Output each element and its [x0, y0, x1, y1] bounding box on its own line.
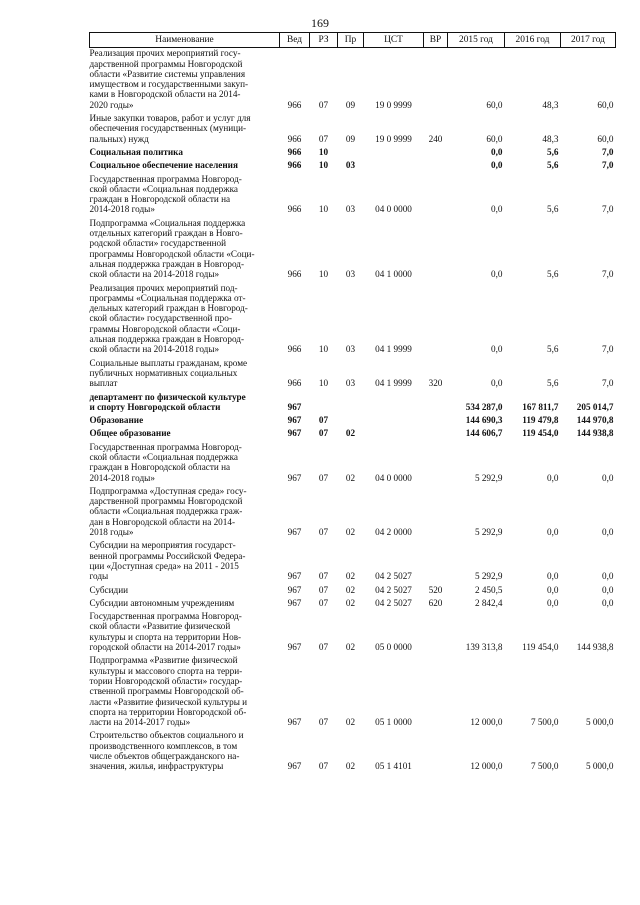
cell-vr: [424, 413, 448, 426]
cell-cst: 04 0 0000: [375, 472, 412, 483]
cell-2016: 48,3: [542, 133, 559, 144]
cell-2017: 5 000,0: [585, 717, 614, 728]
table-row: [90, 158, 616, 171]
table-row: [90, 728, 616, 772]
table-row: [90, 48, 616, 111]
header-ved: Вед: [280, 33, 310, 48]
cell-cst: 04 2 5027: [375, 597, 412, 608]
cell-2015: 12 000,0: [470, 761, 503, 772]
cell-name: Государственная программа Новгород- ской области «Развитие физической культуры и спорта на территории Нов- городской области на 2014-2017 годы»: [89, 611, 242, 653]
cell-rz: 10: [318, 378, 329, 389]
cell-cst: 05 1 0000: [375, 717, 412, 728]
cell-2016: 119 454,0: [522, 428, 559, 439]
cell-pr: 02: [345, 472, 356, 483]
cell-pr: [338, 413, 364, 426]
cell-cst: [364, 158, 424, 171]
cell-rz: 07: [318, 99, 329, 110]
cell-rz: 10: [318, 160, 329, 171]
cell-2016: 167 811,7: [522, 401, 559, 412]
cell-2016: 5,6: [547, 146, 559, 157]
cell-2017: 60,0: [597, 99, 614, 110]
cell-rz: 07: [318, 415, 329, 426]
cell-rz: 07: [318, 133, 329, 144]
cell-vr: [424, 426, 448, 439]
cell-ved: 966: [287, 146, 302, 157]
cell-ved: 967: [287, 415, 302, 426]
cell-2015: 0,0: [491, 160, 503, 171]
table-row: [90, 653, 616, 728]
cell-pr: 02: [345, 761, 356, 772]
cell-name: Строительство объектов социального и производственного комплексов, в том числе объектов общегражданского на- значения, жилья, инфраструктуры: [89, 730, 244, 772]
cell-pr: 09: [345, 99, 356, 110]
cell-2017: 7,0: [602, 146, 614, 157]
cell-vr: [424, 172, 448, 216]
cell-2015: 0,0: [491, 204, 503, 215]
cell-rz: 10: [318, 269, 329, 280]
cell-vr: [424, 48, 448, 111]
table-row: [90, 390, 616, 414]
cell-vr: 320: [428, 378, 443, 389]
cell-pr: 02: [345, 428, 356, 439]
table-row: [90, 484, 616, 538]
cell-cst: 04 1 9999: [375, 344, 412, 355]
page-number: 169: [311, 16, 329, 30]
cell-2016: 119 454,0: [522, 642, 559, 653]
cell-2016: 0,0: [547, 472, 559, 483]
cell-name: Иные закупки товаров, работ и услуг для обеспечения государственных (муници- пальных) нужд: [89, 113, 251, 144]
cell-vr: [424, 538, 448, 582]
cell-2016: 5,6: [547, 204, 559, 215]
cell-pr: [338, 145, 364, 158]
cell-ved: 967: [287, 597, 302, 608]
cell-2016: 5,6: [547, 344, 559, 355]
cell-vr: [424, 484, 448, 538]
cell-2015: 12 000,0: [470, 717, 503, 728]
cell-2015: 2 450,5: [474, 584, 503, 595]
cell-name: департамент по физической культуре и спорту Новгородской области: [89, 391, 246, 412]
cell-ved: 966: [287, 204, 302, 215]
cell-2016: 5,6: [547, 160, 559, 171]
cell-rz: 07: [318, 584, 329, 595]
cell-cst: 04 1 0000: [375, 269, 412, 280]
table-row: [90, 356, 616, 390]
table-row: [90, 596, 616, 609]
cell-ved: 966: [287, 344, 302, 355]
cell-2015: 60,0: [486, 133, 503, 144]
cell-2017: 7,0: [602, 160, 614, 171]
cell-2017: 0,0: [602, 584, 614, 595]
budget-table: [89, 32, 616, 773]
cell-pr: 03: [345, 204, 356, 215]
cell-name: Реализация прочих мероприятий госу- дарственной программы Новгородской области «Развитие системы управления имуществом и государственными закуп- ками в Новгородской области на 2014- 2020 годы»: [89, 48, 249, 110]
cell-2015: 534 287,0: [465, 401, 503, 412]
cell-ved: 967: [287, 527, 302, 538]
cell-pr: 02: [345, 717, 356, 728]
cell-2015: 0,0: [491, 269, 503, 280]
cell-2015: 144 690,3: [465, 415, 503, 426]
cell-2017: 0,0: [602, 527, 614, 538]
cell-name: Подпрограмма «Социальная поддержка отдельных категорий граждан в Новго- родской области» государственной программы Новгородской области «Соци- альная поддержка граждан в Новгород- ской области на 2014-2018 годы»: [89, 217, 255, 280]
cell-cst: 05 1 4101: [375, 761, 412, 772]
cell-ved: 967: [287, 428, 302, 439]
table-row: [90, 281, 616, 356]
cell-cst: 04 2 5027: [375, 571, 412, 582]
cell-ved: 966: [287, 269, 302, 280]
cell-name: Социальные выплаты гражданам, кроме публичных нормативных социальных выплат: [89, 357, 248, 389]
cell-name: Субсидии на мероприятия государст- венной программы Российской Федера- ции «Доступная среда» на 2011 - 2015 годы: [89, 540, 246, 582]
table-row: [90, 216, 616, 281]
cell-2015: 144 606,7: [465, 428, 503, 439]
cell-2017: 5 000,0: [585, 761, 614, 772]
cell-2017: 144 938,8: [576, 428, 614, 439]
cell-2017: 144 938,8: [576, 642, 614, 653]
cell-2015: 5 292,9: [474, 571, 503, 582]
cell-vr: 240: [428, 133, 443, 144]
cell-rz: 07: [318, 717, 329, 728]
cell-2016: 119 479,8: [522, 415, 559, 426]
cell-name: Субсидии: [89, 584, 129, 595]
cell-name: Социальная политика: [89, 146, 183, 157]
cell-pr: 02: [345, 597, 356, 608]
cell-name: Субсидии автономным учреждениям: [89, 597, 235, 608]
cell-2017: 7,0: [602, 378, 614, 389]
cell-pr: 03: [345, 378, 356, 389]
cell-2015: 5 292,9: [474, 472, 503, 483]
header-cst: ЦСТ: [364, 33, 424, 48]
table-row: [90, 609, 616, 653]
cell-cst: 19 0 9999: [375, 133, 412, 144]
cell-vr: [424, 440, 448, 484]
cell-vr: 620: [428, 597, 443, 608]
cell-pr: 03: [345, 344, 356, 355]
cell-2016: 48,3: [542, 99, 559, 110]
header-2015: 2015 год: [448, 33, 505, 48]
cell-vr: [424, 281, 448, 356]
cell-rz: [310, 390, 338, 414]
cell-cst: 04 1 9999: [375, 378, 412, 389]
cell-cst: [364, 426, 424, 439]
cell-cst: 04 2 5027: [375, 584, 412, 595]
cell-2017: 0,0: [602, 571, 614, 582]
header-vr: ВР: [424, 33, 448, 48]
table-body: [90, 48, 616, 773]
cell-cst: [364, 390, 424, 414]
cell-2015: 0,0: [491, 344, 503, 355]
cell-2017: 205 014,7: [576, 401, 614, 412]
cell-2015: 60,0: [486, 99, 503, 110]
header-2016: 2016 год: [505, 33, 561, 48]
header-2017: 2017 год: [561, 33, 616, 48]
cell-ved: 966: [287, 133, 302, 144]
cell-2017: 7,0: [602, 204, 614, 215]
header-pr: Пр: [338, 33, 364, 48]
cell-2015: 2 842,4: [474, 597, 503, 608]
table-row: [90, 111, 616, 145]
cell-2016: 0,0: [547, 597, 559, 608]
cell-ved: 966: [287, 378, 302, 389]
cell-vr: [424, 158, 448, 171]
cell-pr: 02: [345, 642, 356, 653]
cell-rz: 07: [318, 472, 329, 483]
cell-2016: 7 500,0: [530, 717, 559, 728]
cell-name: Социальное обеспечение населения: [89, 160, 238, 171]
cell-name: Общее образование: [89, 428, 171, 439]
cell-name: Государственная программа Новгород- ской области «Социальная поддержка граждан в Новгородской области на 2014-2018 годы»: [89, 441, 242, 483]
cell-rz: 07: [318, 597, 329, 608]
cell-vr: 520: [428, 584, 443, 595]
cell-2016: 0,0: [547, 584, 559, 595]
table-row: [90, 583, 616, 596]
cell-vr: [424, 145, 448, 158]
cell-cst: [364, 413, 424, 426]
cell-pr: 03: [345, 269, 356, 280]
table-header-row: [90, 33, 616, 48]
cell-name: Реализация прочих мероприятий под- программы «Социальная поддержка от- дельных категорий граждан в Новгород- ской области» государственной про- граммы Новгородской области «Соци- альная поддержка граждан в Новгород- ской области на 2014-2018 годы»: [89, 282, 248, 355]
cell-ved: 967: [287, 571, 302, 582]
cell-2015: 139 313,8: [465, 642, 503, 653]
cell-pr: 02: [345, 571, 356, 582]
cell-vr: [424, 216, 448, 281]
cell-2016: 0,0: [547, 527, 559, 538]
cell-2015: 5 292,9: [474, 527, 503, 538]
cell-pr: 02: [345, 584, 356, 595]
cell-vr: [424, 390, 448, 414]
cell-pr: 09: [345, 133, 356, 144]
cell-pr: 03: [345, 160, 356, 171]
cell-rz: 07: [318, 571, 329, 582]
cell-2016: 5,6: [547, 269, 559, 280]
cell-rz: 07: [318, 642, 329, 653]
table-row: [90, 538, 616, 582]
header-name: Наименование: [90, 33, 280, 48]
cell-cst: [364, 145, 424, 158]
cell-2017: 0,0: [602, 472, 614, 483]
cell-cst: 19 0 9999: [375, 99, 412, 110]
header-rz: РЗ: [310, 33, 338, 48]
table-row: [90, 413, 616, 426]
cell-cst: 05 0 0000: [375, 642, 412, 653]
cell-ved: 966: [287, 160, 302, 171]
cell-ved: 966: [287, 99, 302, 110]
cell-2017: 7,0: [602, 269, 614, 280]
table-row: [90, 440, 616, 484]
cell-name: Подпрограмма «Развитие физической культуры и массового спорта на терри- тории Новгородской области» государ- ственной программы Новгородской об- ласти «Развитие физической культуры и спорта на территории Новгородской об- ласти на 2014-2017 годы»: [89, 655, 248, 728]
table-row: [90, 426, 616, 439]
cell-2017: 60,0: [597, 133, 614, 144]
cell-ved: 967: [287, 584, 302, 595]
cell-ved: 967: [287, 717, 302, 728]
cell-vr: [424, 609, 448, 653]
cell-ved: 967: [287, 761, 302, 772]
cell-cst: 04 0 0000: [375, 204, 412, 215]
table-row: [90, 172, 616, 216]
cell-2017: 0,0: [602, 597, 614, 608]
cell-pr: 02: [345, 527, 356, 538]
cell-ved: 967: [287, 642, 302, 653]
cell-name: Образование: [89, 415, 144, 426]
cell-vr: [424, 653, 448, 728]
cell-rz: 10: [318, 146, 329, 157]
cell-2017: 7,0: [602, 344, 614, 355]
cell-2016: 5,6: [547, 378, 559, 389]
cell-cst: 04 2 0000: [375, 527, 412, 538]
cell-rz: 10: [318, 204, 329, 215]
table-row: [90, 145, 616, 158]
cell-vr: [424, 728, 448, 772]
cell-2015: 0,0: [491, 378, 503, 389]
cell-2016: 7 500,0: [530, 761, 559, 772]
cell-pr: [338, 390, 364, 414]
cell-2015: 0,0: [491, 146, 503, 157]
cell-2017: 144 970,8: [576, 415, 614, 426]
cell-rz: 07: [318, 761, 329, 772]
cell-rz: 07: [318, 527, 329, 538]
cell-ved: 967: [287, 401, 302, 412]
cell-2016: 0,0: [547, 571, 559, 582]
cell-name: Подпрограмма «Доступная среда» госу- дарственной программы Новгородской области «Социальная поддержка граж- дан в Новгородской области на 2014- 2018 годы»: [89, 485, 247, 538]
cell-ved: 967: [287, 472, 302, 483]
cell-rz: 10: [318, 344, 329, 355]
cell-rz: 07: [318, 428, 329, 439]
cell-name: Государственная программа Новгород- ской области «Социальная поддержка граждан в Новгородской области на 2014-2018 годы»: [89, 173, 242, 215]
